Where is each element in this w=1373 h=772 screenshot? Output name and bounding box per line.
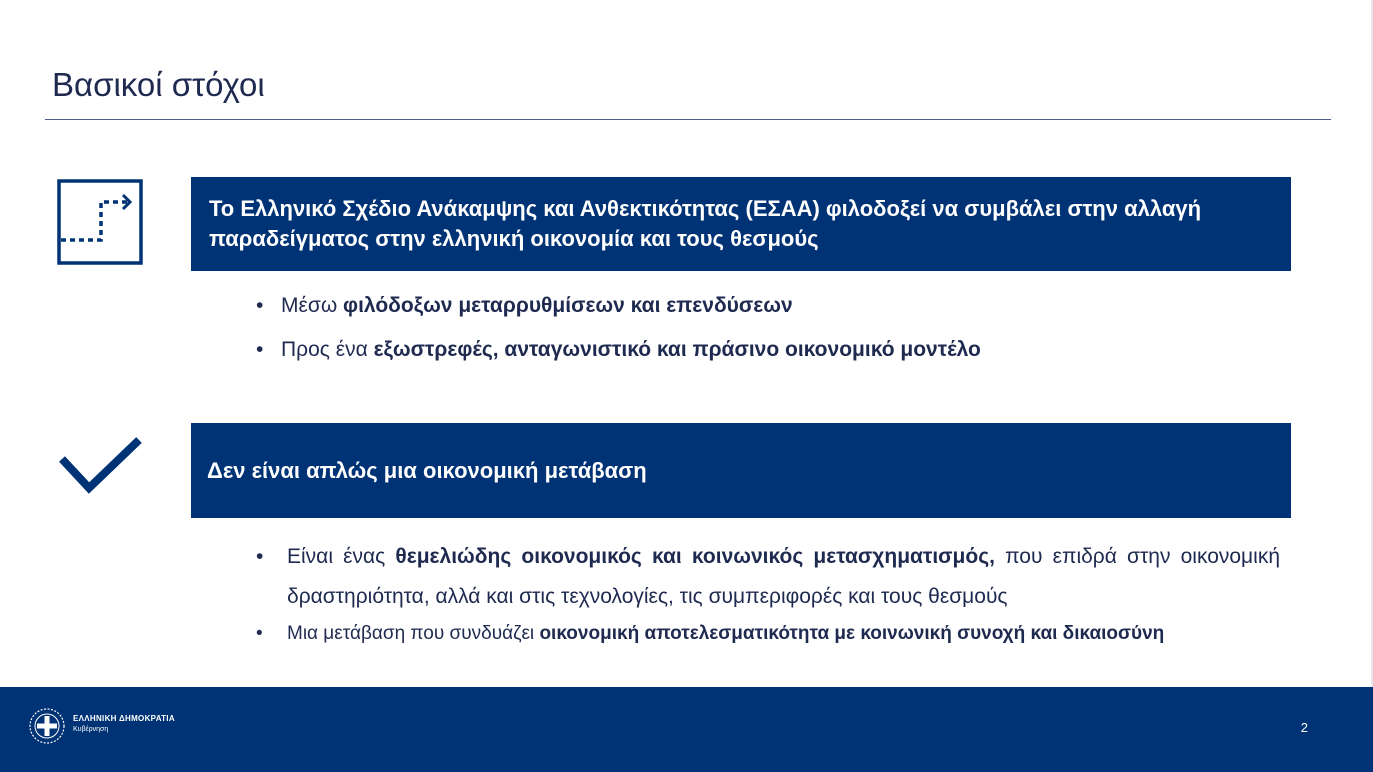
org-name: ΕΛΛΗΝΙΚΗ ΔΗΜΟΚΡΑΤΙΑ [73, 714, 175, 723]
list-item: • Είναι ένας θεμελιώδης οικονομικός και κοινωνικός μετασχηματισμός, που επιδρά στην οικονομική δραστηριότητα, αλλά και στις τεχνολογίες, τις συμπεριφορές και τους θεσμούς [256, 537, 1280, 617]
greek-emblem-icon [28, 707, 66, 745]
list-item: • Μια μετάβαση που συνδυάζει οικονομική αποτελεσματικότητα με κοινωνική συνοχή και δικαιοσύνη [256, 621, 1280, 647]
footer-bar [0, 687, 1373, 772]
banner-transition-text: Δεν είναι απλώς μια οικονομική μετάβαση [207, 457, 647, 483]
page-title: Βασικοί στόχοι [52, 66, 265, 103]
bullet-list-transformation [256, 537, 1280, 647]
list-item: • Προς ένα εξωστρεφές, ανταγωνιστικό και πράσινο οικονομικό μοντέλο [256, 338, 981, 361]
banner-transition [191, 423, 1291, 518]
bullet-list-means [256, 293, 1256, 381]
org-subtitle: Κυβέρνηση [73, 726, 109, 733]
checkmark-icon [57, 432, 145, 502]
arrow-corner-icon [57, 179, 143, 265]
bullet-dot: • [256, 294, 264, 317]
title-divider [45, 119, 1331, 120]
list-item: • Μέσω φιλόδοξων μεταρρυθμίσεων και επενδύσεων [256, 294, 793, 317]
page-number: 2 [1300, 720, 1308, 735]
bullet-dot: • [256, 545, 264, 568]
bullet-dot: • [256, 338, 264, 361]
bullet-dot: • [256, 623, 263, 644]
banner-esaa-goal [191, 177, 1291, 271]
banner-esaa-goal-text: Το Ελληνικό Σχέδιο Ανάκαμψης και Ανθεκτικότητας (ΕΣΑΑ) φιλοδοξεί να συμβάλει στην αλλαγή παραδείγματος στην ελληνική οικονομία και τους θεσμούς [209, 196, 1202, 251]
